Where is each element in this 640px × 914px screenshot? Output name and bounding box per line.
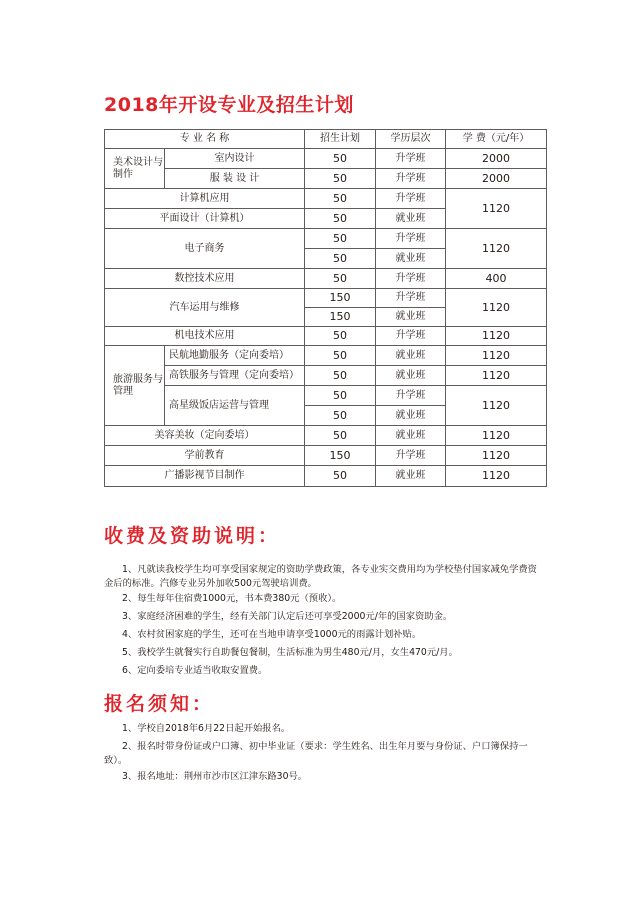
fee-cell: 2000 bbox=[446, 169, 547, 189]
group-tourism: 旅游服务与管理 bbox=[105, 346, 165, 426]
table-row bbox=[105, 446, 547, 466]
header-major: 专 业 名 称 bbox=[105, 130, 305, 149]
enroll-cell: 150 bbox=[305, 308, 376, 327]
major-name: 民航地勤服务（定向委培） bbox=[165, 346, 305, 366]
level-cell: 就业班 bbox=[376, 209, 446, 229]
fee-cell: 1120 bbox=[446, 366, 547, 386]
level-cell: 就业班 bbox=[376, 466, 446, 487]
enroll-cell: 50 bbox=[305, 346, 376, 366]
enroll-cell: 50 bbox=[305, 189, 376, 209]
enroll-cell: 50 bbox=[305, 249, 376, 269]
table-row bbox=[105, 229, 547, 249]
enroll-cell: 50 bbox=[305, 149, 376, 169]
fee-cell: 1120 bbox=[446, 386, 547, 426]
level-cell: 就业班 bbox=[376, 406, 446, 426]
major-name: 平面设计（计算机） bbox=[105, 209, 305, 229]
table-header-row bbox=[105, 130, 547, 149]
level-cell: 升学班 bbox=[376, 169, 446, 189]
registration-item: 3、报名地址：荆州市沙市区江津东路30号。 bbox=[122, 771, 308, 782]
enroll-cell: 50 bbox=[305, 426, 376, 446]
major-name: 汽车运用与维修 bbox=[105, 289, 305, 327]
registration-section-title: 报名须知： bbox=[104, 693, 215, 715]
table-row bbox=[105, 346, 547, 366]
enroll-cell: 50 bbox=[305, 406, 376, 426]
enroll-cell: 50 bbox=[305, 366, 376, 386]
level-cell: 就业班 bbox=[376, 249, 446, 269]
registration-item: 1、学校自2018年6月22日起开始报名。 bbox=[122, 723, 291, 734]
level-cell: 就业班 bbox=[376, 308, 446, 327]
enroll-cell: 150 bbox=[305, 446, 376, 466]
fees-item: 5、我校学生就餐实行自助餐包餐制，生活标准为男生480元/月，女生470元/月。 bbox=[122, 647, 458, 658]
level-cell: 升学班 bbox=[376, 386, 446, 406]
major-name: 学前教育 bbox=[105, 446, 305, 466]
level-cell: 升学班 bbox=[376, 446, 446, 466]
header-enroll: 招生计划 bbox=[305, 130, 376, 149]
table-row bbox=[105, 189, 547, 209]
major-name: 机电技术应用 bbox=[105, 327, 305, 346]
level-cell: 升学班 bbox=[376, 327, 446, 346]
fees-item: 4、农村贫困家庭的学生，还可在当地申请享受1000元的雨露计划补贴。 bbox=[122, 629, 422, 640]
table-row bbox=[105, 327, 547, 346]
fees-item: 2、每生每年住宿费1000元，书本费380元（预收）。 bbox=[122, 593, 342, 604]
level-cell: 升学班 bbox=[376, 229, 446, 249]
fee-cell: 2000 bbox=[446, 149, 547, 169]
level-cell: 升学班 bbox=[376, 189, 446, 209]
major-name: 高星级饭店运营与管理 bbox=[165, 386, 305, 426]
level-cell: 升学班 bbox=[376, 289, 446, 308]
enroll-cell: 50 bbox=[305, 229, 376, 249]
header-fee: 学 费（元/年） bbox=[446, 130, 547, 149]
major-name: 室内设计 bbox=[165, 149, 305, 169]
table-row bbox=[105, 169, 547, 189]
enroll-cell: 50 bbox=[305, 386, 376, 406]
fee-cell: 400 bbox=[446, 269, 547, 289]
fee-cell: 1120 bbox=[446, 189, 547, 229]
page-title: 2018年开设专业及招生计划 bbox=[104, 94, 354, 116]
fee-cell: 1120 bbox=[446, 289, 547, 327]
level-cell: 升学班 bbox=[376, 149, 446, 169]
major-name: 高铁服务与管理（定向委培） bbox=[165, 366, 305, 386]
table-row bbox=[105, 466, 547, 487]
table-row bbox=[105, 366, 547, 386]
enrollment-table bbox=[104, 129, 547, 487]
enroll-cell: 50 bbox=[305, 269, 376, 289]
table-row bbox=[105, 386, 547, 406]
header-level: 学历层次 bbox=[376, 130, 446, 149]
major-name: 数控技术应用 bbox=[105, 269, 305, 289]
fees-item: 1、凡就读我校学生均可享受国家规定的资助学费政策，各专业实交费用均为学校垫付国家减免学费资金后的标准。汽修专业另外加收500元驾驶培训费。 bbox=[104, 564, 537, 589]
fees-item: 3、家庭经济困难的学生，经有关部门认定后还可享受2000元/年的国家资助金。 bbox=[122, 611, 453, 622]
table-row bbox=[105, 289, 547, 308]
group-art: 美术设计与制作 bbox=[105, 149, 165, 189]
major-name: 服 装 设 计 bbox=[165, 169, 305, 189]
fee-cell: 1120 bbox=[446, 346, 547, 366]
fees-section-title: 收费及资助说明： bbox=[104, 525, 281, 547]
fee-cell: 1120 bbox=[446, 466, 547, 487]
fee-cell: 1120 bbox=[446, 229, 547, 269]
enroll-cell: 50 bbox=[305, 327, 376, 346]
table-row bbox=[105, 149, 547, 169]
major-name: 电子商务 bbox=[105, 229, 305, 269]
table-row bbox=[105, 426, 547, 446]
fee-cell: 1120 bbox=[446, 327, 547, 346]
fee-cell: 1120 bbox=[446, 446, 547, 466]
registration-item: 2、报名时带身份证或户口簿、初中毕业证（要求：学生姓名、出生年月要与身份证、户口簿保持一致）。 bbox=[104, 741, 528, 766]
fee-cell: 1120 bbox=[446, 426, 547, 446]
level-cell: 就业班 bbox=[376, 426, 446, 446]
major-name: 美容美妆（定向委培） bbox=[105, 426, 305, 446]
enroll-cell: 50 bbox=[305, 169, 376, 189]
enroll-cell: 50 bbox=[305, 209, 376, 229]
level-cell: 升学班 bbox=[376, 269, 446, 289]
level-cell: 就业班 bbox=[376, 366, 446, 386]
enroll-cell: 50 bbox=[305, 466, 376, 487]
enroll-cell: 150 bbox=[305, 289, 376, 308]
table-row bbox=[105, 269, 547, 289]
fees-item: 6、定向委培专业适当收取安置费。 bbox=[122, 665, 268, 676]
major-name: 广播影视节目制作 bbox=[105, 466, 305, 487]
major-name: 计算机应用 bbox=[105, 189, 305, 209]
level-cell: 就业班 bbox=[376, 346, 446, 366]
